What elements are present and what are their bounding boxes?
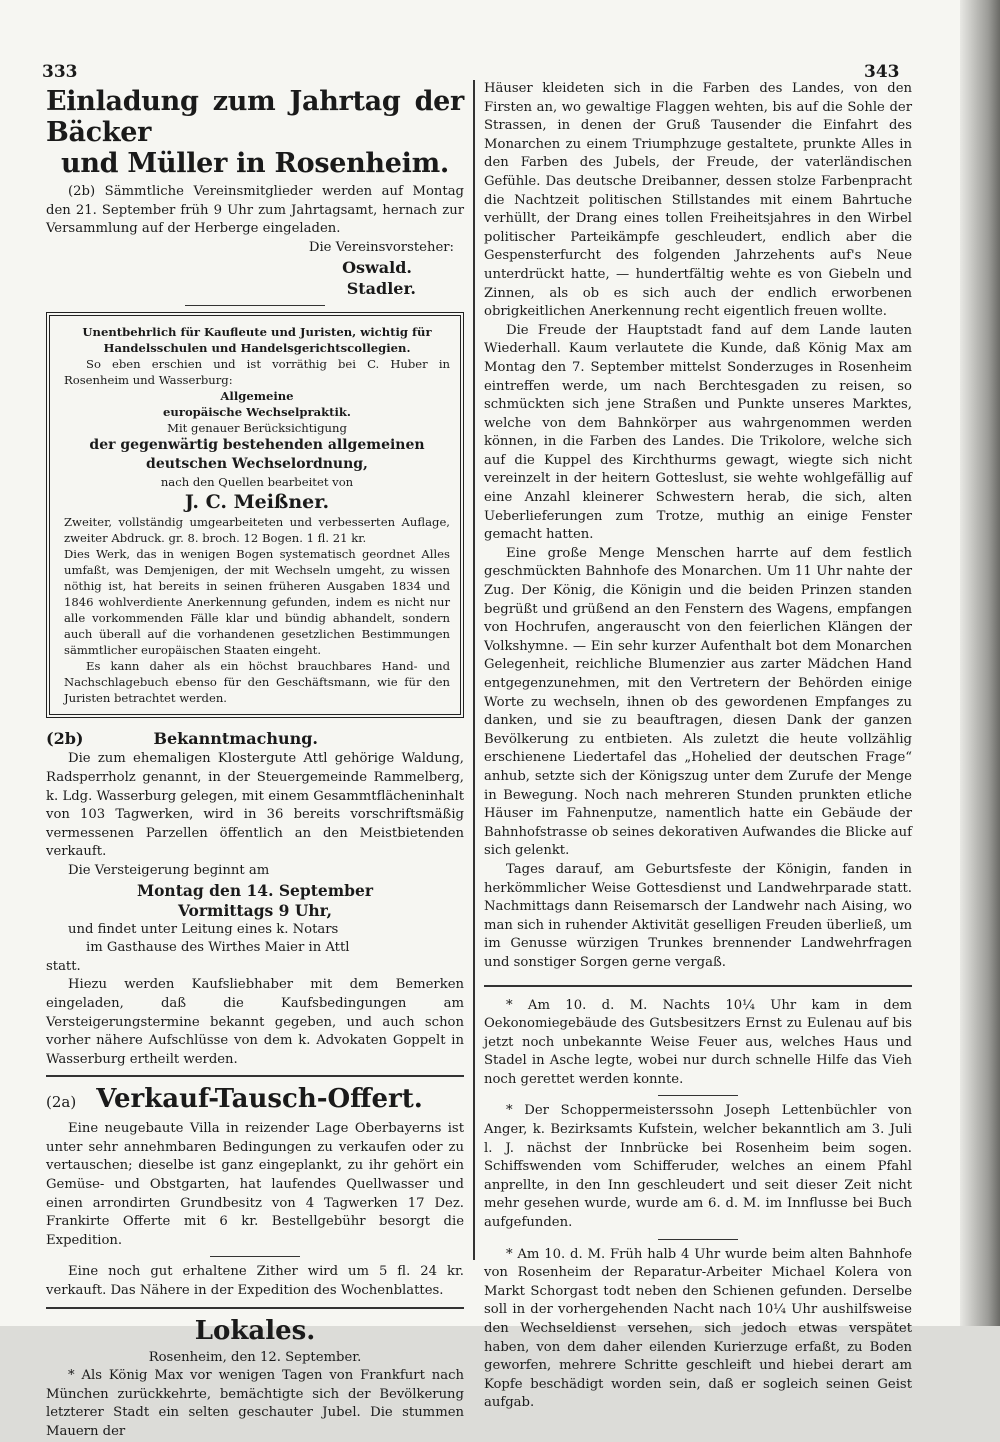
left-column [46,86,464,1442]
article-paragraph-1: Häuser kleideten sich in die Farben des Landes, von den Firsten an, wo gewaltige Flaggen wehten, bis auf die Sohle der Strassen, in denen der Gruß Tausender die Einfahrt des Monarchen zu einem Triumphzuge gestaltete, prunkte Alles in den Farben des Jubels, der Freude, der vaterländischen Gefühle. Das deutsche Dreibanner, dessen stolze Farbenpracht die Nachtzeit politischen Stillstandes mit einem Bahrtuche verhüllt, der Drang eines tollen Freiheitsjahres in den Wirbel politischer Parteikämpfe geschleudert, endlich aber die Gespensterfurcht des folgenden Jahrzehents auf's Neue unterdrückt hatte, — hundertfältig wehte es von Giebeln und Zinnen, als ob es sich auch der endlich erworbenen obrigkeitlichen Anerkennung recht eigentlich freuen wollte. [484,81,912,320]
chair-label: Die Vereinsvorsteher: [308,239,454,255]
announcement-tag: (2b) [46,729,84,749]
news-item-drowning: * Der Schoppermeisterssohn Joseph Lettenbüchler von Anger, k. Bezirksamts Kufstein, welcher bekanntlich am 3. Juli l. J. nächst der Innbrücke bei Rosenheim beim sogen. Schiffswenden vom Schifferuder, welches an einem Pfahl anprellte, in den Inn geschleudert und seit dieser Zeit nicht mehr gesehen wurde, wurde am 6. d. M. im Innflusse bei Buch aufgefunden. [484,1103,912,1231]
announcement-text-4: im Gasthause des Wirthes Maier in Attl [86,940,350,956]
announcement [46,728,464,1069]
ad-description: Dies Werk, das in wenigen Bogen systematisch geordnet Alles umfaßt, was Demjenigen, der mit Wechseln umgeht, zu wissen nöthig ist, hat bereits in seinen früheren Ausgaben 1834 und 1846 wohlverdiente Anerkennung gefunden, indem es nicht nur alle vorkommenden Fälle klar und bündig abhandelt, sondern auch überall auf die vorhandenen gesetzlichen Bestimmungen sämmtlicher europäischen Staaten eingeht. [64,547,450,658]
announcement-text-5: statt. [46,958,81,974]
ad-subtitle-2: der gegenwärtig bestehenden allgemeinen deutschen Wechselordnung, [89,437,425,473]
lokales-text: * Als König Max vor wenigen Tagen von Frankfurt nach München zurückkehrte, bemächtigte sich der Bevölkerung letzterer Stadt ein selten geschauter Jubel. Die stummen Mauern der [46,1368,464,1439]
lokales-title: Lokales. [194,1315,316,1346]
invitation-title-line1: Einladung zum Jahrtag der Bäcker [46,86,464,148]
announcement-text-1: Die zum ehemaligen Klostergute Attl gehörige Waldung, Radsperrholz genannt, in der Steuergemeinde Rammelberg, k. Ldg. Wasserburg gelegen, mit einem Gesammtflächeninhalt von 103 Tagwerken, wird in 36 bereits vorschriftsmäßig vermessenen Parzellen öffentlich an den Meistbietenden verkauft. [46,751,464,860]
announcement-text-6: Hiezu werden Kaufsliebhaber mit dem Bemerken eingeladen, daß die Kaufsbedingungen am Versteigerungstermine bekannt gegeben, und auch schon vorher nähere Aufschlüsse von dem k. Advokaten Goppelt in Wasserburg ertheilt werden. [46,977,464,1067]
article-paragraph-3: Eine große Menge Menschen harrte auf dem festlich geschmückten Bahnhofe des Monarchen. Um 11 Uhr nahte der Zug. Der König, die Königin und die beiden Prinzen standen begrüßt und grüßend an den Fenstern des Wagens, empfangen von Hochrufen, angerauscht von den feierlichen Klängen der Volkshymne. — Ein sehr kurzer Aufenthalt bot dem Monarchen Gelegenheit, reichliche Blumenzier aus zarter Mädchen Hand entgegenzunehmen, mit den Vertretern der Behörden einige Worte zu wechseln, ihnen ob des gewordenen Empfanges zu danken, und sie zu beauftragen, diesen Dank der ganzen Bevölkerung zu entbieten. Als zuletzt die heute vollzählig erschienene Liedertafel das „Hohelied der deutschen Frage“ anhub, setzte sich der Königszug unter dem Zurufe der Menge in Bewegung. Noch nach mehreren Stunden prunkten etliche Häuser im Fahnenputze, namentlich hatte ein Gebäude der Bahnhofstrasse ob seines dekorativen Aufwandes die Blicke auf sich gelenkt. [484,545,912,859]
ad-closing: Es kann daher als ein höchst brauchbares Hand- und Nachschlagebuch ebenso für den Geschäftsmann, wie für den Juristen betrachtet werden. [64,659,450,706]
ad-availability: So eben erschien und ist vorräthig bei C. Huber in Rosenheim und Wasserburg: [64,357,450,388]
offer-title: Verkauf-Tausch-Offert. [96,1084,423,1115]
ad-headline: Unentbehrlich für Kaufleute und Juristen, wichtig für Handelsschulen und Handelsgerichtscollegien. [82,325,432,356]
article-paragraph-4: Tages darauf, am Geburtsfeste der Königin, fanden in herkömmlicher Weise Gottesdienst und Landwehrparade statt. Nachmittags dann Reisemarsch der Landwehr nach Aising, wo man sich in ruhender Aktivität geselligen Freuden überließ, um im Genusse würzigen Trunkes brennender Landwehrfragen und sonstiger Sorgen gerne vergaß. [484,861,912,970]
chair-name-1: Oswald. [342,258,412,278]
separator [658,1095,738,1096]
invitation-title-line2: und Müller in Rosenheim. [61,148,449,179]
invitation-text: (2b) Sämmtliche Vereinsmitglieder werden auf Montag den 21. September früh 9 Uhr zum Jahrtagsamt, hernach zur Versammlung auf der Herberge eingeladen. [46,184,464,237]
ad-edition: Zweiter, vollständig umgearbeiteten und verbesserten Auflage, zweiter Abdruck. gr. 8. broch. 12 Bogen. 1 fl. 21 kr. [64,515,450,546]
announcement-text-2: Die Versteigerung beginnt am [68,862,270,878]
lokales-dateline: Rosenheim, den 12. September. [148,1349,362,1365]
article-paragraph-2: Die Freude der Hauptstadt fand auf dem Lande lauten Wiederhall. Kaum verlautete die Kunde, daß König Max am Montag den 7. September mittelst Sonderzuges in Rosenheim eintreffen werde, um nach Berchtesgaden zu reisen, so schmückten sich jene Straßen und Punkte unseres Marktes, welche von dem Bahnkörper aus wahrgenommen werden können, in die Farben des Landes. Die Trikolore, welche sich auf die Kuppel des Kirchthurms gewagt, wiegte sich nicht vereinzelt in der heitern Gotteslust, sie wehte wohlgefällig auf eine Anzahl kleinerer Schwestern herab, die sich, alten Ueberlieferungen zum Trotze, muthig an einige Fenster gemacht hatten. [484,322,912,543]
zither-text: Eine noch gut erhaltene Zither wird um 5 fl. 24 kr. verkauft. Das Nähere in der Expedition des Wochenblattes. [46,1264,464,1299]
column-divider [473,80,475,1260]
offer-text: Eine neugebaute Villa in reizender Lage Oberbayerns ist unter sehr annehmbaren Bedingungen zu verkaufen oder zu vertauschen; dieselbe ist ganz eingeplankt, zu ihr gehört ein Gemüse- und Obstgarten, hat laufendes Quellwasser und einen arrondirten Grundbesitz von 4 Tagwerken 17 Dez. Frankirte Offerte mit 6 kr. Bestellgebühr besorgt die Expedition. [46,1121,464,1248]
page-number-left: 333 [42,62,78,82]
separator-rule [484,985,912,987]
separator [210,1256,300,1257]
separator [185,305,325,306]
news-item-railway-accident: * Am 10. d. M. Früh halb 4 Uhr wurde beim alten Bahnhofe von Rosenheim der Reparatur-Arbeiter Michael Kolera von Markt Schorgast todt neben den Schienen gefunden. Derselbe soll in der vorhergehenden Nacht nach 10¼ Uhr aushilfsweise den Wechseldienst versehen, sich jedoch etwas verspätet haben, von dem daher eilenden Kurierzuge erfaßt, zu Boden geworfen, mehrere Schritte geschleift und hiebei derart am Kopfe beschädigt worden sein, daß er sogleich seinen Geist aufgab. [484,1246,912,1411]
auction-time: Vormittags 9 Uhr, [177,900,333,920]
ad-author: J. C. Meißner. [184,491,330,514]
announcement-title: Bekanntmachung. [153,729,318,749]
separator-rule [46,1075,464,1077]
right-column [484,80,912,1413]
ad-book-title: europäische Wechselpraktik. [163,405,351,420]
chair-name-2: Stadler. [346,279,416,299]
offer-tag: (2a) [46,1093,77,1112]
news-item-fire: * Am 10. d. M. Nachts 10¼ Uhr kam in dem Oekonomiegebäude des Gutsbesitzers Ernst zu Eulenau auf bis jetzt noch unbekannte Weise Feuer aus, welches Haus und Stadel in Asche legte, wobei nur durch schnelle Hilfe das Vieh noch gerettet werden konnte. [484,997,912,1087]
book-advertisement [46,312,464,718]
announcement-text-3: und findet unter Leitung eines k. Notars [68,921,339,937]
ad-subtitle-3: nach den Quellen bearbeitet von [160,475,354,490]
page-number-right: 343 [864,62,900,82]
auction-date: Montag den 14. September [136,880,374,900]
separator [658,1239,738,1240]
separator-rule [46,1307,464,1309]
ad-title-small: Allgemeine [220,389,294,404]
ad-subtitle-1: Mit genauer Berücksichtigung [167,421,347,436]
